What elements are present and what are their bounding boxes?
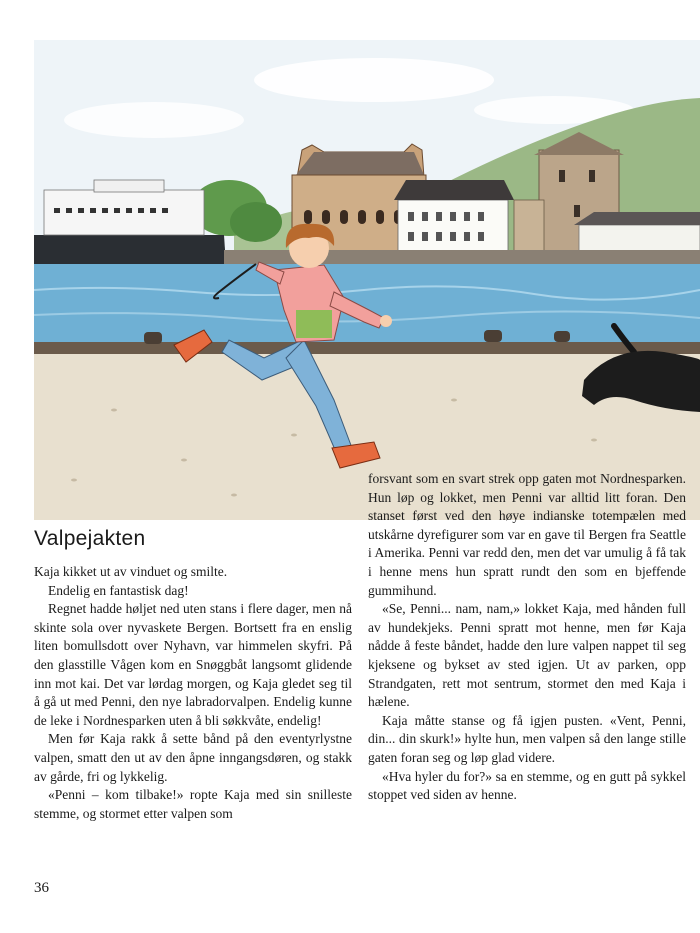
- paragraph: «Se, Penni... nam, nam,» lokket Kaja, med hånden full av hundekjeks. Penni spratt mot henne, men før Kaja nådde å feste båndet, hadde den lure valpen nappet til seg kjeksene og bykset av sted igjen. Ut av parken, opp Strandgaten, rett mot sentrum, stormet den med Kaja i hælene.: [368, 601, 686, 710]
- paragraph: Regnet hadde høljet ned uten stans i flere dager, men nå skinte sola over nyvaskete Bergen. Bortsett fra en enslig liten bomullsdott over Nyhavn, var himmelen skyfri. På den glasstille Vågen kom en Snøggbåt langsomt glidende inn mot kai. Det var lørdag morgen, og Kaja gledet seg til å gå ut med Penni, den nye labradorvalpen. Endelig kunne de leke i Nordnesparken uten å bli søkkvåte, endelig!: [34, 601, 352, 728]
- paragraph: Men før Kaja rakk å sette bånd på den eventyrlystne valpen, smatt den ut av den åpne inngangsdøren, og stakk av gårde, fri og lykkelig.: [34, 731, 352, 784]
- text-column-left: [34, 563, 352, 823]
- paragraph: «Hva hyler du for?» sa en stemme, og en gutt på sykkel stoppet ved siden av henne.: [368, 768, 686, 803]
- article-title: Valpejakten: [34, 527, 146, 550]
- text-column-right: [368, 470, 686, 805]
- paragraph: «Penni – kom tilbake!» ropte Kaja med sin snilleste stemme, og stormet etter valpen som: [34, 787, 352, 821]
- paragraph: Endelig en fantastisk dag!: [48, 582, 189, 598]
- paragraph: Kaja kikket ut av vinduet og smilte.: [34, 564, 228, 579]
- paragraph: forsvant som en svart strek opp gaten mot Nordnesparken. Hun løp og lokket, men Penni var alltid litt foran. Den stanset først ved den høye indianske totempælen med utskårne dyrefigurer som var en gave til Bergen fra Seattle i Amerika. Penni var redd den, men det var umulig å få tak i henne mens hun spratt rundt den som en bjeffende gummihund.: [368, 471, 686, 598]
- page-number: 36: [34, 880, 49, 896]
- story-illustration: [34, 40, 700, 520]
- paragraph: Kaja måtte stanse og få igjen pusten. «Vent, Penni, din... din skurk!» hylte hun, men valpen så den lange stille gaten foran seg og løp glad videre.: [368, 712, 686, 765]
